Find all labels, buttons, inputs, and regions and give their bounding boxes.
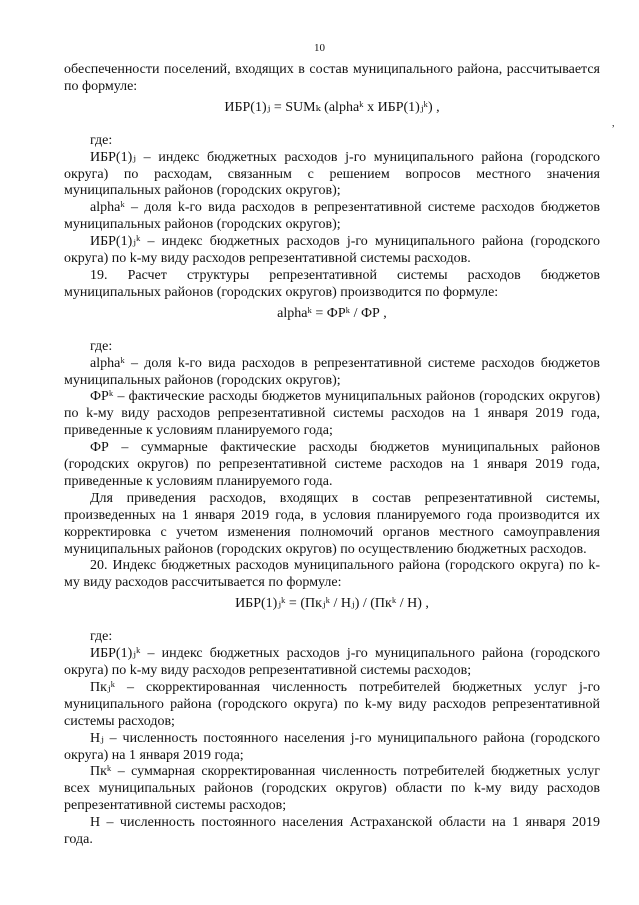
definition: Пкⱼᵏ – скорректированная численность потребителей бюджетных услуг j-го муниципального района (городского округа) по k-му виду расходов репрезентативной системы расходов; xyxy=(64,679,600,729)
document-body xyxy=(64,62,600,849)
paragraph: Для приведения расходов, входящих в состав репрезентативной системы, произведенных на 1 января 2019 года, в условия планируемого года производится их корректировка с учетом изменения полномочий органов местного самоуправления муниципальных районов (городских округов) по осуществлению бюджетных расходов. xyxy=(64,490,600,557)
definition: Hⱼ – численность постоянного населения j-го муниципального района (городского округа) на 1 января 2019 года; xyxy=(64,730,600,763)
clause-19: 19. Расчет структуры репрезентативной системы расходов бюджетов муниципальных районов (городских округов) производится по формуле: xyxy=(64,267,600,300)
definition: ИБР(1)ⱼᵏ – индекс бюджетных расходов j-го муниципального района (городского округа) по k-му виду расходов репрезентативной системы расходов; xyxy=(64,646,600,678)
where-label: где: xyxy=(90,132,113,148)
definition: ФРᵏ – фактические расходы бюджетов муниципальных районов (городских округов) по k-му виду расходов репрезентативной системы расходов на 1 января 2019 года, приведенные к условиям планируемого года; xyxy=(64,389,600,439)
where-label: где: xyxy=(90,629,113,645)
definition: Пкᵏ – суммарная скорректированная численность потребителей бюджетных услуг всех муниципальных районов (городских округов) области по k-му виду расходов репрезентативной системы расходов; xyxy=(64,764,600,814)
definition: ИБР(1)ⱼᵏ – индекс бюджетных расходов j-го муниципального района (городского округа) по k-му виду расходов репрезентативной системы расходов. xyxy=(64,234,600,267)
definition: H – численность постоянного населения Астраханской области на 1 января 2019 года. xyxy=(64,815,600,848)
formula: ИБР(1)ⱼᵏ = (Пкⱼᵏ / Hⱼ) / (Пкᵏ / H) , xyxy=(235,596,429,612)
definition: alphaᵏ – доля k-го вида расходов в репрезентативной системе расходов бюджетов муниципальных районов (городских округов); xyxy=(64,200,600,233)
page-number: 10 xyxy=(314,42,325,54)
formula: alphaᵏ = ФРᵏ / ФР , xyxy=(277,305,387,321)
formula: ИБР(1)ⱼ = SUMₖ (alphaᵏ x ИБР(1)ⱼᵏ) , xyxy=(224,99,440,115)
definition: ФР – суммарные фактические расходы бюджетов муниципальных районов (городских округов) по репрезентативной системе расходов на 1 января 2019 года, приведенные к условиям планируемого года. xyxy=(64,440,600,489)
margin-mark: , xyxy=(612,118,615,129)
paragraph: обеспеченности поселений, входящих в состав муниципального района, рассчитывается по формуле: xyxy=(64,62,600,94)
definition: ИБР(1)ⱼ – индекс бюджетных расходов j-го муниципального района (городского округа) по расходам, связанным с решением вопросов местного значения муниципальных районов (городских округов); xyxy=(64,149,600,199)
where-label: где: xyxy=(90,338,113,354)
definition: alphaᵏ – доля k-го вида расходов в репрезентативной системе расходов бюджетов муниципальных районов (городских округов); xyxy=(64,355,600,388)
clause-20: 20. Индекс бюджетных расходов муниципального района (городского округа) по k-му виду расходов рассчитывается по формуле: xyxy=(64,558,600,591)
